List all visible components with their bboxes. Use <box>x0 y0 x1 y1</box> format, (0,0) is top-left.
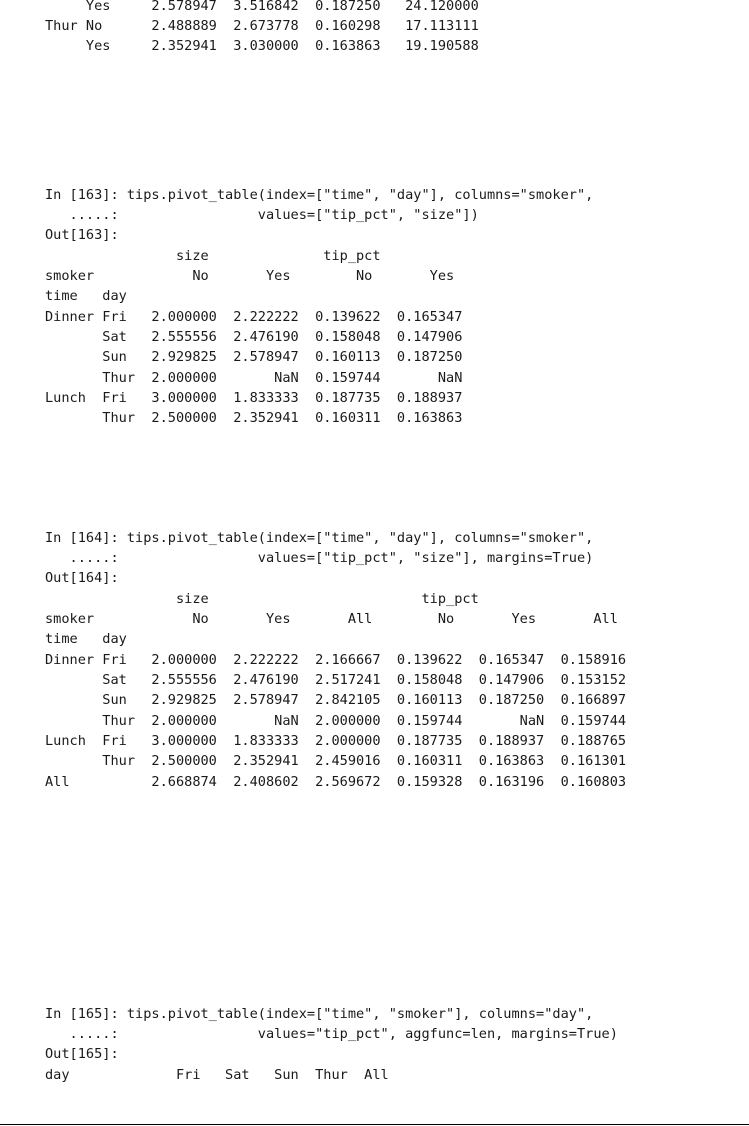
output-label-164: Out[164]: <box>45 570 119 586</box>
prev-output-row-yes: Yes 2.578947 3.516842 0.187250 24.120000 <box>45 0 479 14</box>
table-header-day: day Fri Sat Sun Thur All <box>45 1067 389 1083</box>
table-row: Thur 2.500000 2.352941 0.160311 0.163863 <box>45 410 463 426</box>
output-label-165: Out[165]: <box>45 1046 119 1062</box>
table-header-values: size tip_pct <box>45 248 381 264</box>
table-row: Thur 2.000000 NaN 2.000000 0.159744 NaN 0.159744 <box>45 713 627 729</box>
table-row: Thur 2.500000 2.352941 2.459016 0.160311 0.163863 0.161301 <box>45 753 627 769</box>
output-label-163: Out[163]: <box>45 227 119 243</box>
table-row: Lunch Fri 3.000000 1.833333 2.000000 0.187735 0.188937 0.188765 <box>45 733 627 749</box>
code-continuation-164: .....: values=["tip_pct", "size"], margins=True) <box>45 550 594 566</box>
table-header-values: size tip_pct <box>45 591 479 607</box>
table-row: Dinner Fri 2.000000 2.222222 0.139622 0.165347 <box>45 309 463 325</box>
code-continuation-165: .....: values="tip_pct", aggfunc=len, margins=True) <box>45 1026 618 1042</box>
code-continuation-163: .....: values=["tip_pct", "size"]) <box>45 207 479 223</box>
table-row: Lunch Fri 3.000000 1.833333 0.187735 0.188937 <box>45 390 463 406</box>
code-input-164: In [164]: tips.pivot_table(index=["time", "day"], columns="smoker", <box>45 530 594 546</box>
code-input-165: In [165]: tips.pivot_table(index=["time", "smoker"], columns="day", <box>45 1006 594 1022</box>
table-row: Sun 2.929825 2.578947 0.160113 0.187250 <box>45 349 463 365</box>
page-bottom-rule <box>0 1124 749 1125</box>
table-row-all: All 2.668874 2.408602 2.569672 0.159328 0.163196 0.160803 <box>45 774 627 790</box>
prev-output-row-thur-yes: Yes 2.352941 3.030000 0.163863 19.190588 <box>45 38 479 54</box>
table-header-smoker: smoker No Yes No Yes <box>45 268 455 284</box>
table-row: Sun 2.929825 2.578947 2.842105 0.160113 0.187250 0.166897 <box>45 692 627 708</box>
table-header-index: time day <box>45 631 127 647</box>
table-row: Thur 2.000000 NaN 0.159744 NaN <box>45 370 463 386</box>
table-row: Sat 2.555556 2.476190 2.517241 0.158048 0.147906 0.153152 <box>45 672 627 688</box>
code-input-163: In [163]: tips.pivot_table(index=["time", "day"], columns="smoker", <box>45 187 594 203</box>
prev-output-row-thur-no: Thur No 2.488889 2.673778 0.160298 17.113111 <box>45 18 479 34</box>
table-header-smoker: smoker No Yes All No Yes All <box>45 611 618 627</box>
table-row: Dinner Fri 2.000000 2.222222 2.166667 0.139622 0.165347 0.158916 <box>45 652 627 668</box>
table-row: Sat 2.555556 2.476190 0.158048 0.147906 <box>45 329 463 345</box>
table-header-index: time day <box>45 288 127 304</box>
